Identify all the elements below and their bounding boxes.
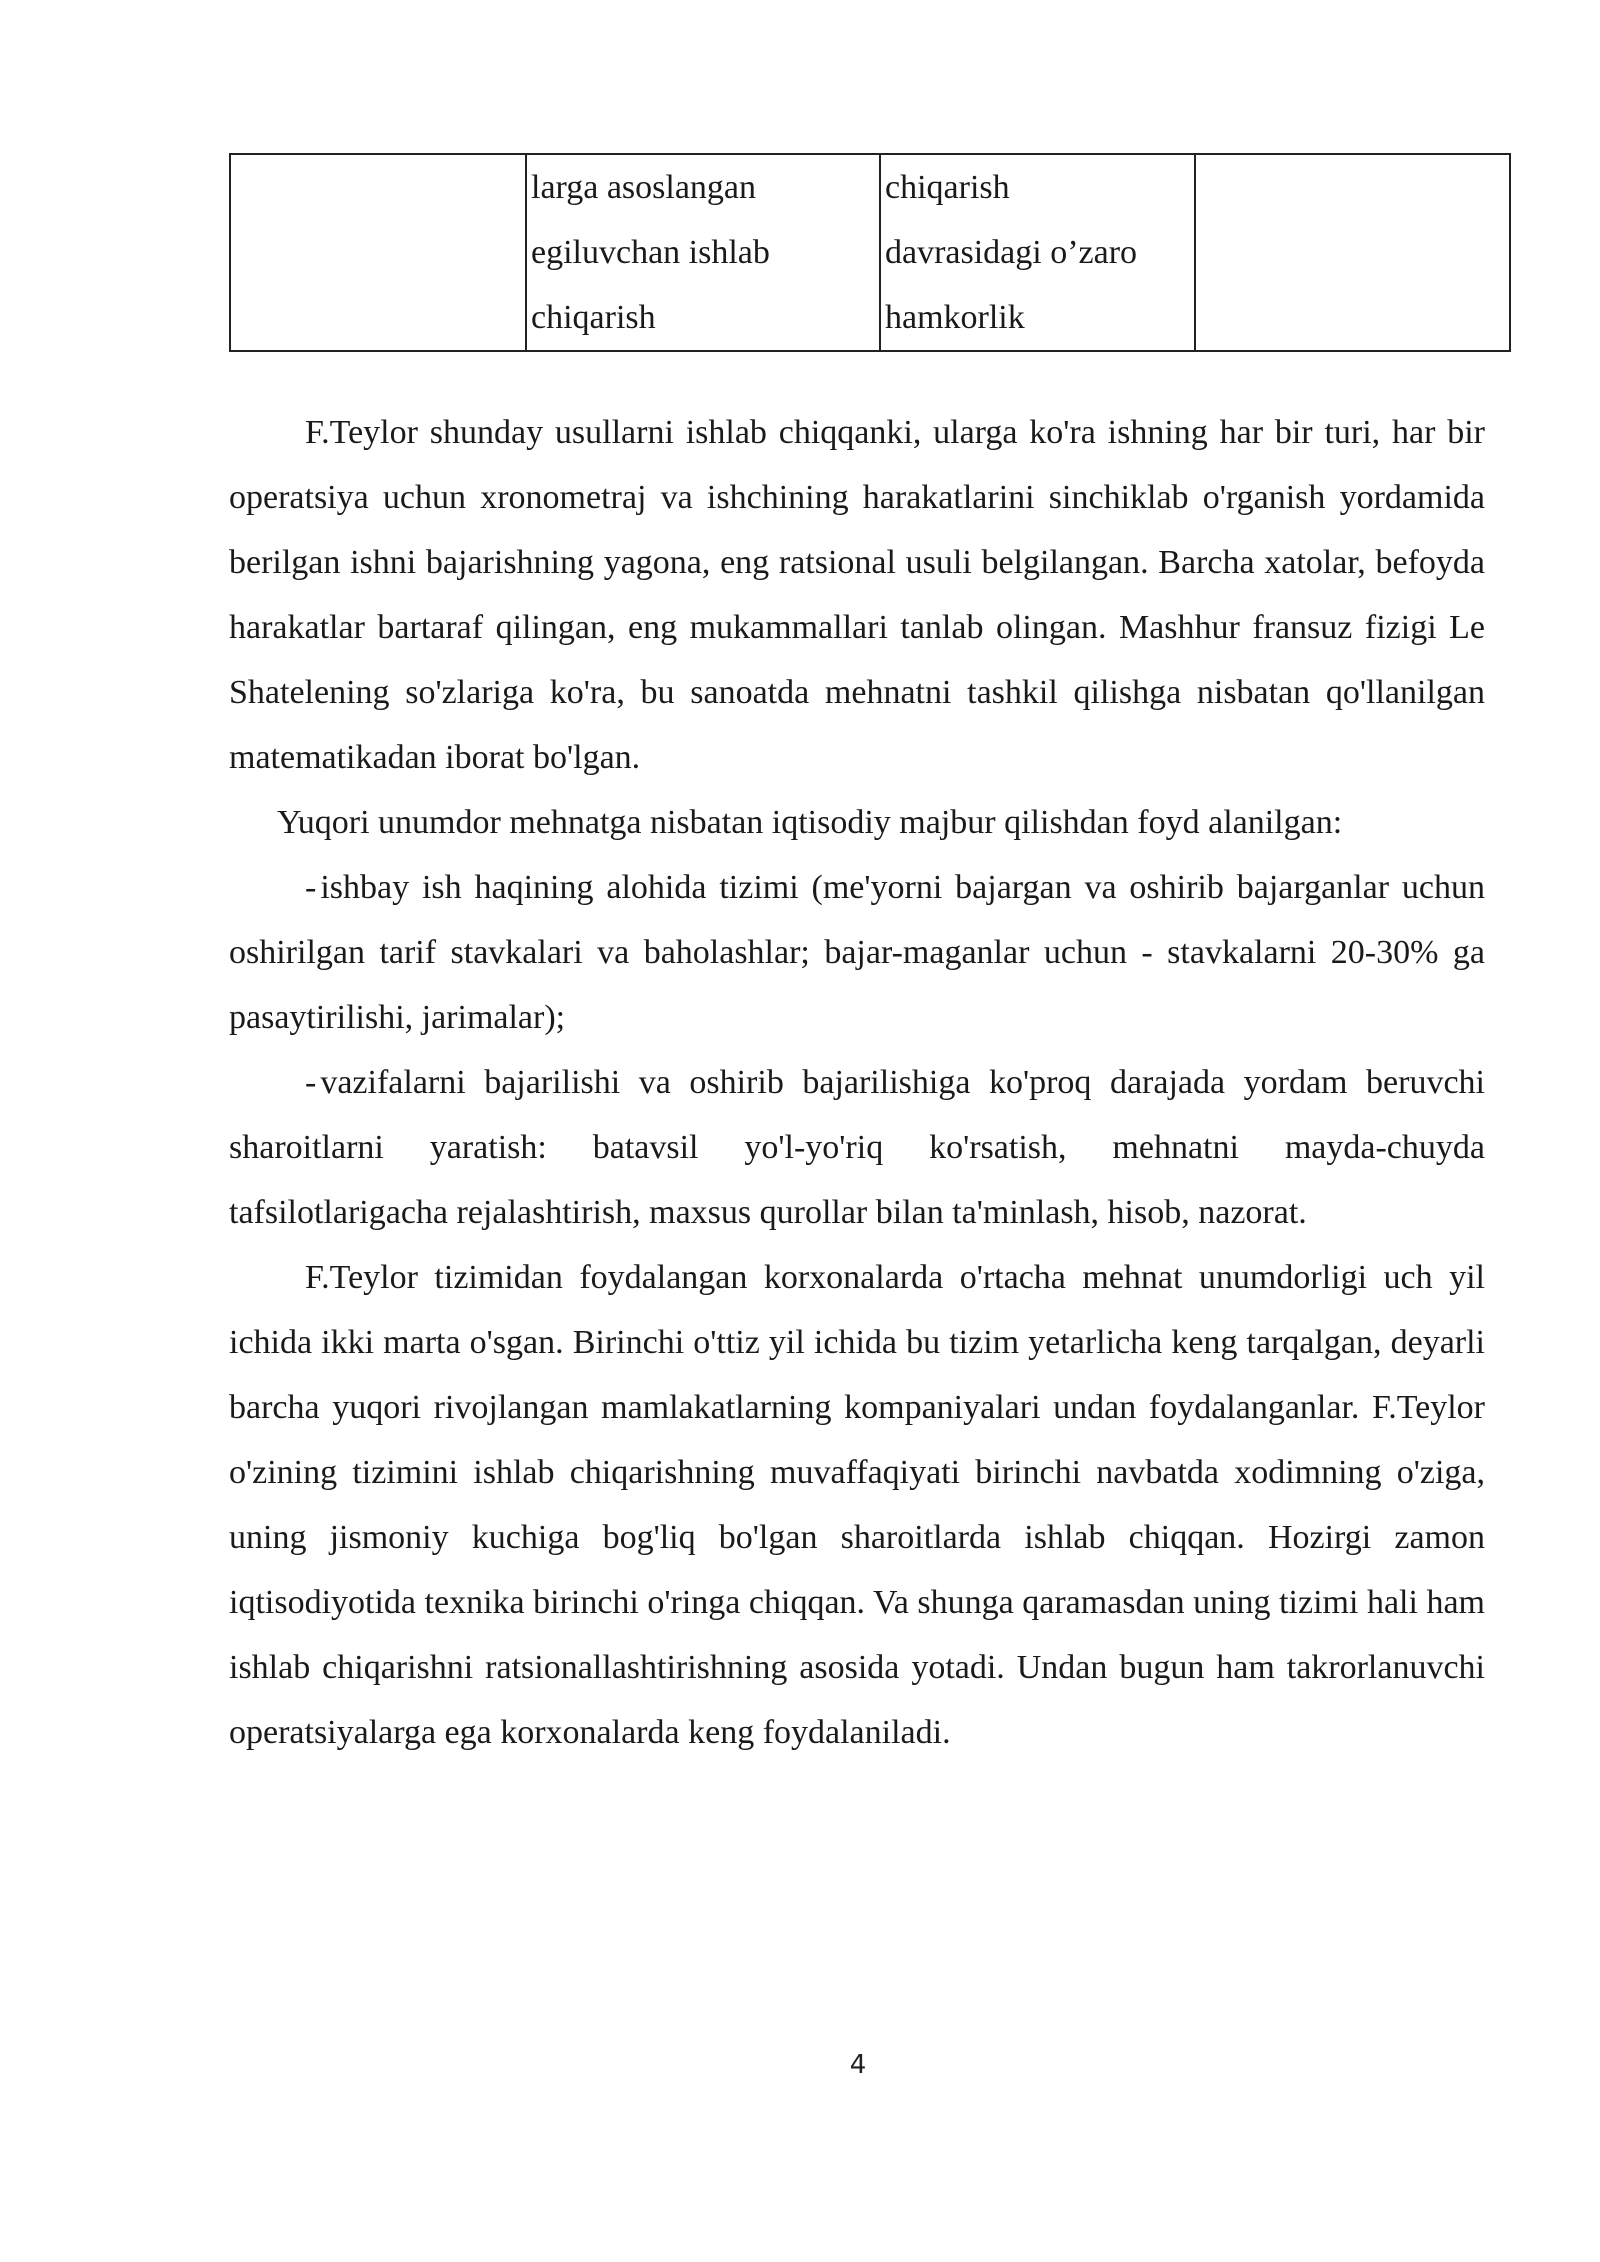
- list-item-text: ishbay ish haqining alohida tizimi (me'yorni bajargan va oshirib bajarganlar uchun oshirilgan tarif stavkalari va baholashlar; bajar-maganlar uchun - stavkalarni 20-30% ga pasaytirilishi, jarimalar);: [229, 869, 1485, 1036]
- table-row: [230, 154, 1510, 351]
- cell-text-line: larga asoslangan: [531, 169, 757, 206]
- page-number: 4: [849, 2050, 867, 2080]
- cell-text-line: egiluvchan ishlab: [531, 234, 770, 271]
- paragraph-taylor-methods: F.Teylor shunday usullarni ishlab chiqqanki, ularga ko'ra ishning har bir turi, har bir operatsiya uchun xronometraj va ishchining harakatlarini sinchiklab o'rganish yordamida berilgan ishni bajarishning yagona, eng ratsional usuli belgilangan. Barcha xatolar, befoyda harakatlar bartaraf qilingan, eng mukammallari tanlab olingan. Mashhur fransuz fizigi Le Shatelening so'zlariga ko'ra, bu sanoatda mehnatni tashkil qilishga nisbatan qo'llanilgan matematikadan iborat bo'lgan.: [229, 414, 1485, 776]
- list-dash: -: [305, 1064, 317, 1101]
- list-item: [229, 1050, 1485, 1245]
- paragraph-taylor-results: F.Teylor tizimidan foydalangan korxonalarda o'rtacha mehnat unumdorligi uch yil ichida ikki marta o'sgan. Birinchi o'ttiz yil ichida bu tizim yetarlicha keng tarqalgan, deyarli barcha yuqori rivojlangan mamlakatlarning kompaniyalari undan foydalanganlar. F.Teylor o'zining tizimini ishlab chiqarishning muvaffaqiyati birinchi navbatda xodimning o'ziga, uning jismoniy kuchiga bog'liq bo'lgan sharoitlarda ishlab chiqqan. Hozirgi zamon iqtisodiyotida texnika birinchi o'ringa chiqqan. Va shunga qaramasdan uning tizimi hali ham ishlab chiqarishni ratsionallashtirishning asosida yotadi. Undan bugun ham takrorlanuvchi operatsiyalarga ega korxonalarda keng foydalaniladi.: [229, 1259, 1485, 1751]
- list-item-text: vazifalarni bajarilishi va oshirib bajarilishiga ko'proq darajada yordam beruvchi sharoitlarni yaratish: batavsil yo'l-yo'riq ko'rsatish, mehnatni mayda-chuyda tafsilotlarigacha rejalashtirish, maxsus qurollar bilan ta'minlash, hisob, nazorat.: [229, 1064, 1485, 1231]
- list-dash: -: [305, 869, 317, 906]
- cell-text-line: chiqarish: [885, 169, 1010, 206]
- list-item: [229, 855, 1485, 1050]
- continuation-table: [229, 153, 1511, 352]
- cell-text-line: davrasidagi o’zaro: [885, 234, 1138, 271]
- paragraph-economic-coercion: Yuqori unumdor mehnatga nisbatan iqtisodiy majbur qilishdan foyd alanilgan:: [277, 804, 1343, 841]
- table-cell-2: [526, 154, 880, 351]
- table-cell-3: [880, 154, 1195, 351]
- cell-text-line: hamkorlik: [885, 299, 1025, 336]
- table-cell-1: [230, 154, 526, 351]
- cell-text-line: chiqarish: [531, 299, 656, 336]
- body-text: [229, 400, 1485, 1765]
- table-cell-4: [1195, 154, 1510, 351]
